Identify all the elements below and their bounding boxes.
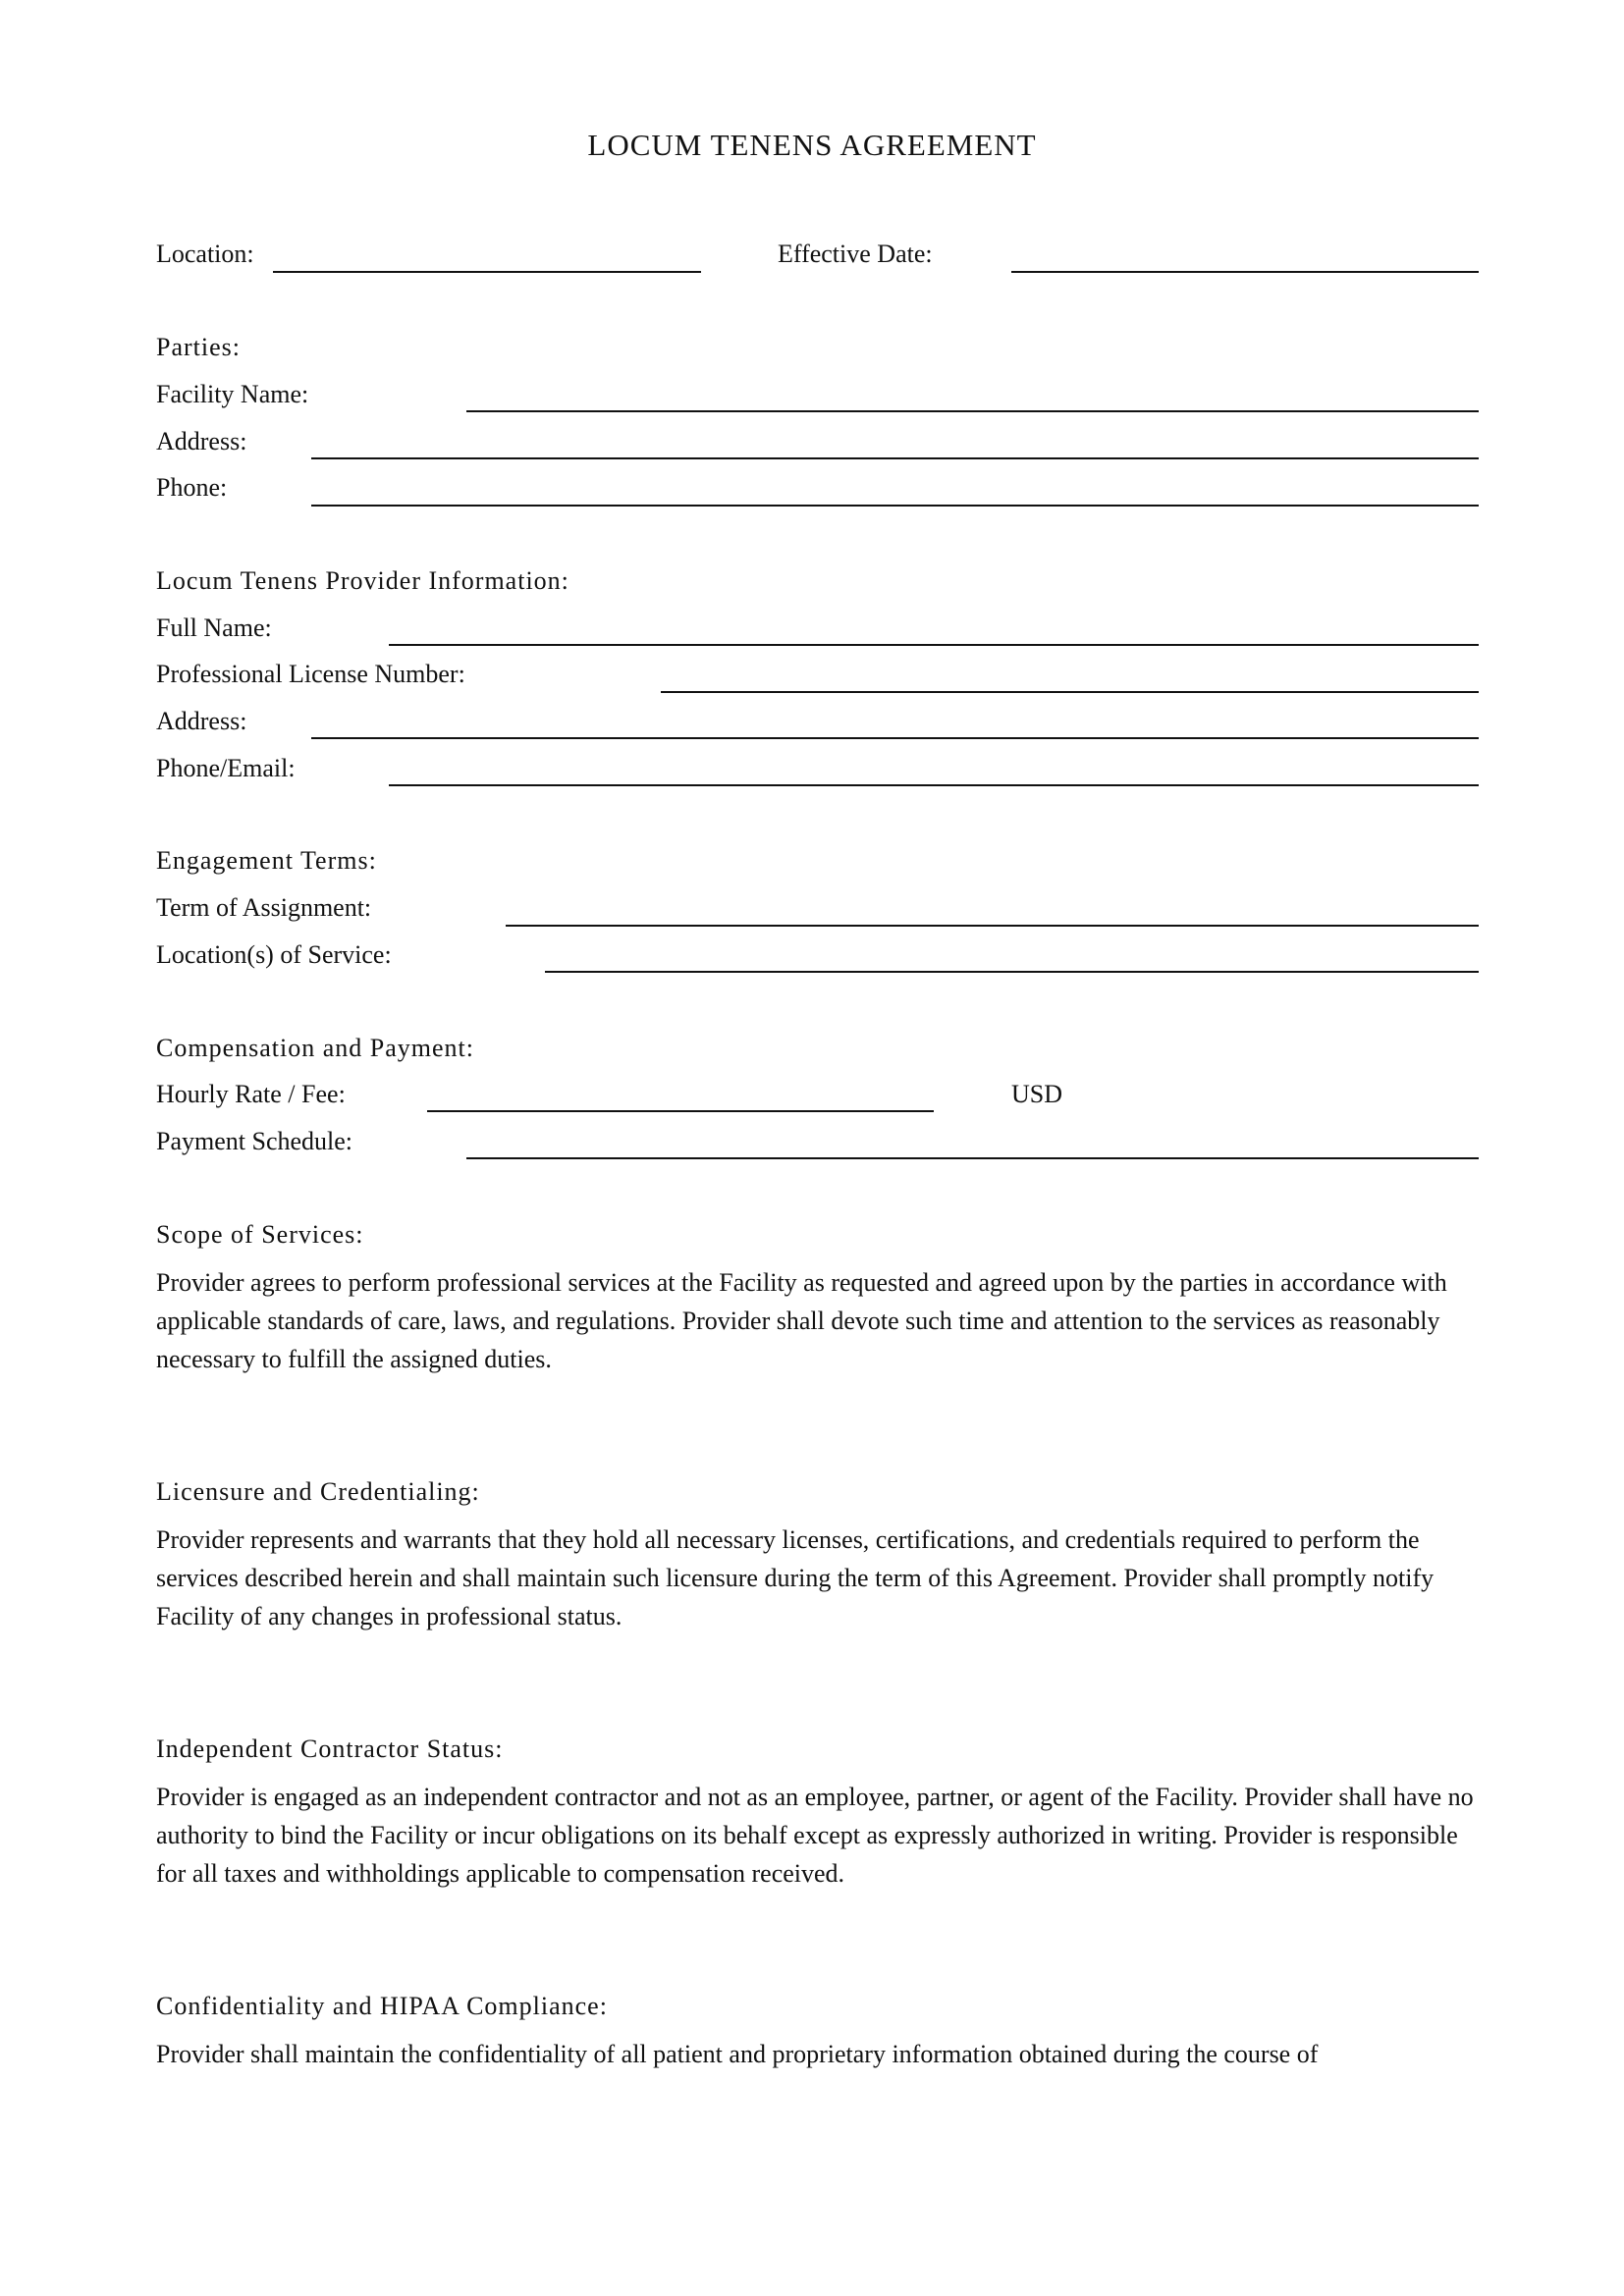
provider-phone-email-label: Phone/Email: [156, 754, 296, 782]
provider-address-label: Address: [156, 707, 247, 735]
facility-phone-field[interactable] [311, 505, 1479, 507]
facility-phone-label: Phone: [156, 473, 228, 502]
location-field[interactable] [273, 271, 701, 273]
contractor-heading: Independent Contractor Status: [156, 1735, 504, 1763]
locations-of-service-field[interactable] [545, 971, 1479, 973]
contractor-body: Provider is engaged as an independent contractor and not as an employee, partner, or agent of the Facility. Provider shall have no authority to bind the Facility or incur obligations on its behalf except as expressly authorized in writing. Provider is responsible for all taxes and withholdings applicable to compensation received. [156, 1783, 1474, 1888]
license-number-label: Professional License Number: [156, 660, 465, 688]
facility-name-field[interactable] [466, 410, 1479, 412]
hourly-rate-label: Hourly Rate / Fee: [156, 1080, 346, 1108]
provider-full-name-label: Full Name: [156, 614, 272, 642]
payment-schedule-label: Payment Schedule: [156, 1127, 353, 1155]
effective-date-label: Effective Date: [778, 240, 933, 268]
locations-of-service-label: Location(s) of Service: [156, 940, 392, 969]
location-label: Location: [156, 240, 254, 268]
provider-full-name-field[interactable] [389, 644, 1479, 646]
term-of-assignment-label: Term of Assignment: [156, 893, 372, 922]
facility-address-field[interactable] [311, 457, 1479, 459]
effective-date-field[interactable] [1011, 271, 1479, 273]
confidentiality-heading: Confidentiality and HIPAA Compliance: [156, 1992, 608, 2020]
facility-address-label: Address: [156, 427, 247, 455]
term-of-assignment-field[interactable] [506, 925, 1479, 927]
facility-name-label: Facility Name: [156, 380, 309, 408]
hourly-rate-field[interactable] [427, 1110, 934, 1112]
provider-phone-email-field[interactable] [389, 784, 1479, 786]
parties-heading: Parties: [156, 333, 241, 361]
license-number-field[interactable] [661, 691, 1479, 693]
compensation-heading: Compensation and Payment: [156, 1034, 474, 1062]
licensure-body: Provider represents and warrants that they hold all necessary licenses, certifications, and credentials required to perform the services described herein and shall maintain such licensure during the term of this Agreement. Provider shall promptly notify Facility of any changes in professional status. [156, 1525, 1435, 1630]
page-title: LOCUM TENENS AGREEMENT [587, 128, 1037, 162]
engagement-heading: Engagement Terms: [156, 846, 377, 875]
scope-body: Provider agrees to perform professional services at the Facility as requested and agreed upon by the parties in accordance with applicable standards of care, laws, and regulations. Provider shall devote such time and attention to the services as reasonably necessary to fulfill the assigned duties. [156, 1268, 1447, 1373]
provider-address-field[interactable] [311, 737, 1479, 739]
scope-heading: Scope of Services: [156, 1220, 364, 1249]
confidentiality-body: Provider shall maintain the confidentiality of all patient and proprietary information obtained during the course of [156, 2040, 1319, 2068]
payment-schedule-field[interactable] [466, 1157, 1479, 1159]
provider-info-heading: Locum Tenens Provider Information: [156, 566, 569, 595]
licensure-heading: Licensure and Credentialing: [156, 1477, 480, 1506]
currency-label: USD [1011, 1080, 1063, 1108]
